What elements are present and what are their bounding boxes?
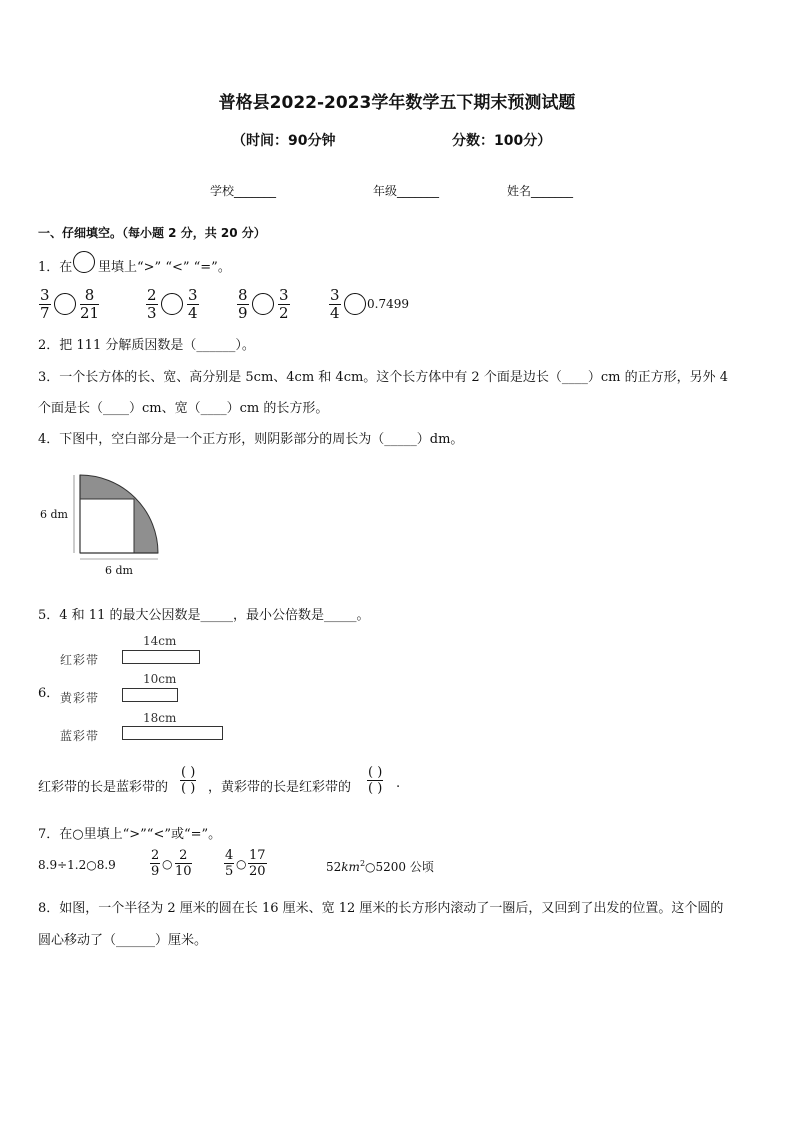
question-7: 7．在○里填上“>”“<”或“=”。 [38, 827, 222, 842]
fraction [175, 848, 192, 879]
blue-ribbon-bar [122, 726, 223, 740]
question-4: 4．下图中，空白部分是一个正方形，则阴影部分的周长为（_____）dm。 [38, 432, 464, 447]
fraction [237, 287, 249, 322]
blank-numerator: ( ) [368, 765, 383, 780]
denominator: 2 [279, 304, 289, 322]
bottom-length-label: 6 dm [105, 564, 133, 577]
denominator: 10 [175, 864, 192, 879]
numerator: 3 [188, 286, 198, 304]
red-ribbon-label: 红彩带 [60, 653, 100, 667]
fraction [248, 848, 267, 879]
denominator: 9 [238, 304, 248, 322]
fraction [150, 848, 160, 879]
area-unit: km [341, 860, 360, 874]
numerator: 3 [279, 286, 289, 304]
fraction [39, 287, 51, 322]
blank-fraction [180, 765, 196, 796]
denominator: 7 [40, 304, 50, 322]
answer-circle-icon [344, 293, 366, 315]
denominator: 4 [188, 304, 198, 322]
compare-circle-icon: ○ [162, 857, 173, 871]
fraction [278, 287, 290, 322]
numerator: 17 [249, 848, 266, 863]
decimal-value: 0.7499 [367, 297, 409, 311]
yellow-ribbon-length: 10cm [143, 672, 177, 686]
q7-item-4 [326, 858, 434, 875]
grade-field: 年级_______ [373, 184, 440, 198]
blank-numerator: ( ) [181, 765, 196, 780]
q1-prefix: 1．在 [38, 260, 73, 275]
fraction [329, 287, 341, 322]
answer-circle-icon [252, 293, 274, 315]
area-value: 52 [326, 860, 342, 874]
q6-sentence-a: 红彩带的长是蓝彩带的 [38, 780, 169, 795]
numerator: 2 [151, 848, 160, 863]
blank-denominator: ( ) [181, 781, 196, 796]
yellow-ribbon-bar [122, 688, 178, 702]
question-3-line-2: 个面是长（____）cm、宽（____）cm 的长方形。 [38, 401, 329, 416]
question-5: 5．4 和 11 的最大公因数是_____，最小公倍数是_____。 [38, 608, 370, 623]
side-length-label: 6 dm [40, 508, 68, 521]
denominator: 3 [147, 304, 157, 322]
numerator: 3 [40, 286, 50, 304]
answer-circle-icon [54, 293, 76, 315]
area-comparison: ○5200 公顷 [365, 860, 434, 874]
question-6-number: 6． [38, 686, 60, 701]
fraction [187, 287, 199, 322]
blank-square [80, 499, 134, 553]
question-8-line-2: 圆心移动了（______）厘米。 [38, 933, 208, 948]
denominator: 4 [330, 304, 340, 322]
numerator: 2 [175, 848, 192, 864]
page-title: 普格县2022-2023学年数学五下期末预测试题 [218, 93, 576, 113]
answer-circle-icon [161, 293, 183, 315]
numerator: 8 [80, 287, 99, 305]
section-heading: 一、仔细填空。（每小题 2 分，共 20 分） [38, 226, 266, 240]
q6-sentence-b: ，黄彩带的长是红彩带的 [208, 780, 352, 795]
fraction [224, 848, 234, 879]
denominator: 9 [151, 864, 160, 879]
numerator: 4 [225, 848, 234, 863]
numerator: 8 [238, 286, 248, 304]
blue-ribbon-label: 蓝彩带 [60, 729, 100, 743]
question-2: 2．把 111 分解质因数是（______）。 [38, 338, 255, 353]
q7-item-1: 8.9÷1.2○8.9 [38, 858, 116, 872]
red-ribbon-bar [122, 650, 200, 664]
unit-exponent: 2 [359, 859, 366, 868]
quarter-circle-figure [38, 470, 168, 580]
yellow-ribbon-label: 黄彩带 [60, 691, 100, 705]
denominator: 5 [225, 864, 234, 879]
compare-circle-icon: ○ [236, 857, 247, 871]
name-field: 姓名_______ [507, 184, 574, 198]
question-8-line-1: 8．如图，一个半径为 2 厘米的圆在长 16 厘米、宽 12 厘米的长方形内滚动了一圈后，又回到了出发的位置。这个圆的 [38, 901, 724, 916]
numerator: 3 [330, 286, 340, 304]
denominator: 21 [80, 304, 100, 322]
q1-suffix: 里填上“>” “<” “=”。 [98, 260, 231, 275]
school-field: 学校_______ [210, 184, 277, 198]
exam-score: 分数：100分） [452, 133, 552, 149]
exam-time: （时间：90分钟 [232, 133, 336, 149]
question-3-line-1: 3．一个长方体的长、宽、高分别是 5cm、4cm 和 4cm。这个长方体中有 2 个面是边长（____）cm 的正方形，另外 4 [38, 370, 728, 385]
q6-sentence-end: . [396, 776, 401, 791]
blue-ribbon-length: 18cm [143, 711, 177, 725]
fraction [80, 287, 99, 322]
numerator: 2 [147, 286, 157, 304]
answer-circle-icon [73, 251, 95, 273]
denominator: 20 [249, 864, 266, 879]
blank-denominator: ( ) [368, 781, 383, 796]
fraction [146, 287, 158, 322]
red-ribbon-length: 14cm [143, 634, 177, 648]
blank-fraction [367, 765, 383, 796]
